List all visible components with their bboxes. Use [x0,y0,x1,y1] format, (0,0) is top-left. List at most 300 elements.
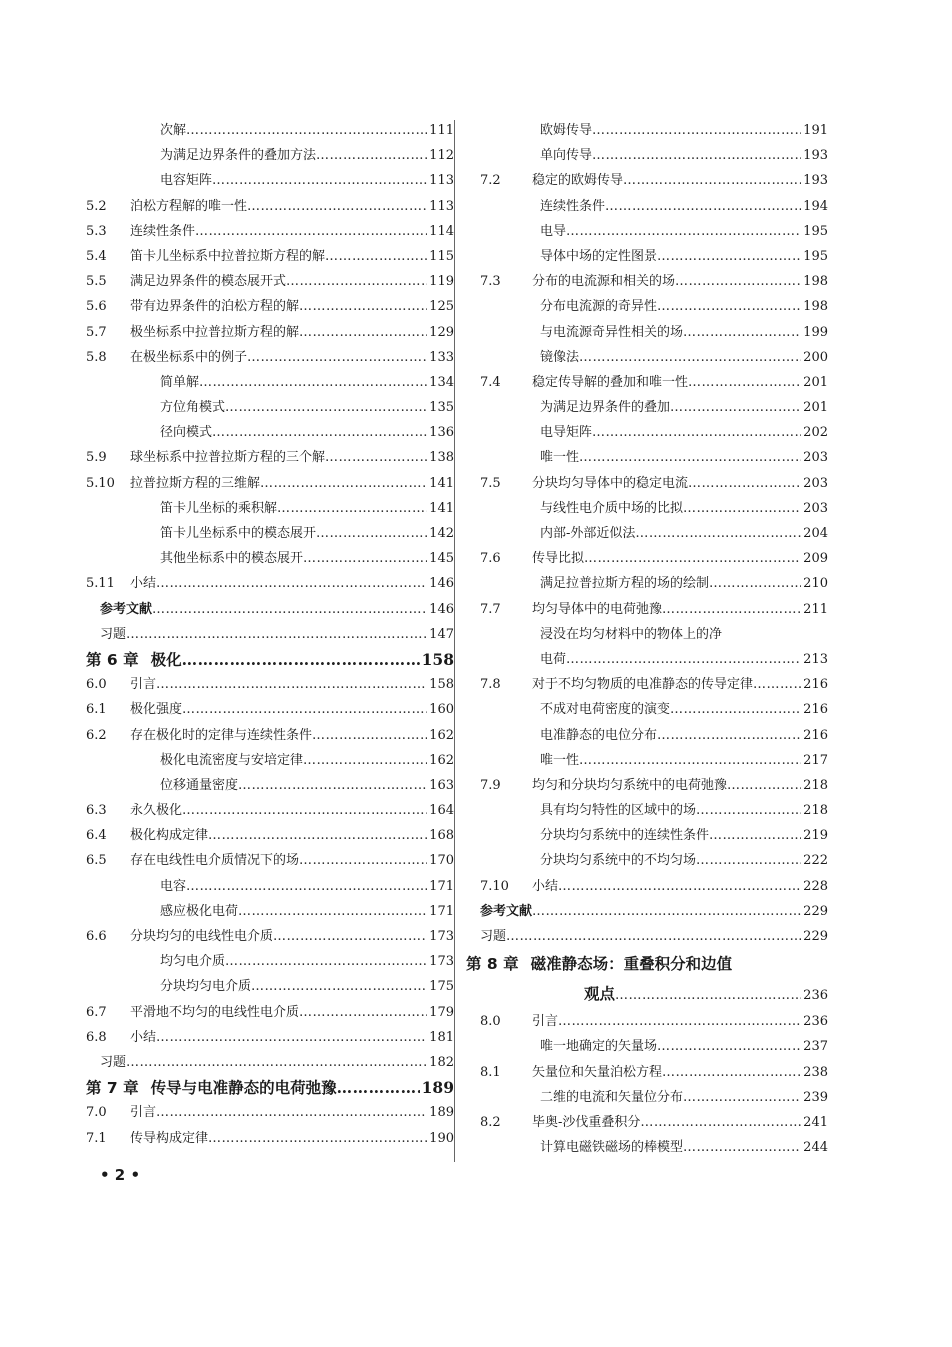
toc-entry [86,1025,454,1050]
column-divider [454,120,455,1162]
toc-entry [86,395,454,420]
toc-page-number: 160 [429,702,454,718]
toc-section-number: 8.1 [480,1064,501,1080]
toc-entry-title: 其他坐标系中的模态展开 [160,551,304,567]
dot-leader [238,773,427,798]
toc-page-number: 182 [429,1054,454,1070]
toc-entry [466,899,828,924]
toc-page-number: 171 [429,878,454,894]
toc-entry-title: 分块均匀导体中的稳定电流 [532,475,689,491]
toc-page-number: 175 [429,979,454,995]
toc-chapter-entry [86,647,454,672]
toc-page-number: 113 [429,198,454,214]
toc-entry [466,597,828,622]
page-number: • 2 • [100,1166,141,1184]
toc-entry [466,294,828,319]
toc-entry [466,1009,828,1034]
toc-entry [466,748,828,773]
toc-page-number: 146 [429,601,454,617]
toc-page-number: 194 [803,198,828,214]
toc-entry [466,194,828,219]
toc-entry [86,571,454,596]
toc-page-number: 217 [803,752,828,768]
toc-entry [86,748,454,773]
dot-leader [640,1110,801,1135]
toc-entry-title: 习题 [100,626,127,642]
toc-entry-title: 极化强度 [130,702,183,718]
toc-page-number: 141 [429,475,454,491]
toc-entry [466,823,828,848]
toc-page-number: 163 [429,777,454,793]
toc-entry [86,546,454,571]
toc-entry [466,672,828,697]
toc-entry-title: 不成对电荷密度的演变 [540,702,671,718]
dot-leader [208,823,427,848]
toc-entry [466,1110,828,1135]
dot-leader [696,798,801,823]
toc-section-number: 5.9 [86,450,107,466]
dot-leader [709,823,801,848]
toc-section-number: 6.0 [86,677,107,693]
toc-page-number: 179 [429,1004,454,1020]
dot-leader [657,244,801,269]
toc-section-number: 第 7 章 [86,1079,139,1098]
toc-section-number: 7.5 [480,475,501,491]
toc-entry-title: 传导与电准静态的电荷弛豫 [150,1078,337,1098]
toc-page-number: 210 [803,576,828,592]
dot-leader [566,219,801,244]
toc-entry-title: 均匀和分块均匀系统中的电荷弛豫 [532,777,728,793]
toc-page-number: 145 [429,551,454,567]
toc-page-number: 202 [803,425,828,441]
toc-entry-title: 电容矩阵 [160,173,213,189]
toc-entry [86,420,454,445]
dot-leader [260,471,427,496]
dot-leader [156,1100,427,1125]
toc-section-number: 5.3 [86,223,107,239]
toc-entry-title: 均匀电介质 [160,954,226,970]
toc-entry [86,798,454,823]
toc-entry [466,420,828,445]
toc-entry [466,1060,828,1085]
toc-section-number: 5.4 [86,248,107,264]
toc-entry-title: 连续性条件 [130,223,196,239]
toc-entry [86,974,454,999]
toc-page-number: 133 [429,349,454,365]
toc-entry [86,168,454,193]
dot-leader [316,143,427,168]
toc-entry [86,697,454,722]
toc-entry-title: 次解 [160,123,187,138]
toc-entry [466,924,828,949]
toc-entry-title: 电容 [160,878,187,894]
toc-page-number: 211 [803,601,828,617]
toc-entry-title: 分块均匀的电线性电介质 [130,929,274,944]
toc-entry [466,798,828,823]
toc-entry-title: 稳定的欧姆传导 [532,173,624,189]
toc-entry [86,848,454,873]
toc-entry [86,194,454,219]
toc-entry-title: 分布电流源的奇异性 [540,299,658,315]
toc-entry [86,723,454,748]
dot-leader [709,571,801,596]
toc-entry [86,345,454,370]
toc-section-number: 7.6 [480,551,501,567]
toc-section-number: 7.4 [480,374,501,390]
dot-leader [623,168,801,193]
dot-leader [558,1009,801,1034]
dot-leader [584,546,801,571]
toc-entry-title: 观点 [584,984,616,1004]
toc-entry [86,143,454,168]
dot-leader [696,848,801,873]
toc-entry-title: 参考文献 [100,601,153,617]
toc-page-number: 173 [429,929,454,944]
toc-page-number: 203 [803,500,828,516]
toc-section-number: 5.7 [86,324,107,340]
toc-page-number: 201 [803,374,828,390]
dot-leader [506,924,801,949]
toc-entry-title: 习题 [480,929,507,944]
toc-entry-title: 与电流源奇异性相关的场 [540,324,684,340]
toc-entry [86,244,454,269]
toc-page-number: 244 [803,1140,828,1156]
toc-entry [86,521,454,546]
toc-entry [466,244,828,269]
toc-entry [466,1034,828,1059]
toc-entry-title: 单向传导 [540,148,593,164]
toc-page-number: 162 [429,752,454,768]
toc-entry-title: 小结 [532,878,559,894]
dot-leader [312,723,427,748]
toc-entry [86,1100,454,1125]
toc-entry [466,723,828,748]
toc-page-number: 216 [803,702,828,718]
toc-entry-title: 毕奥-沙伐重叠积分 [532,1114,641,1130]
toc-entry [466,471,828,496]
toc-entry-title: 平滑地不均匀的电线性电介质 [130,1004,300,1020]
toc-page-number: 228 [803,878,828,894]
dot-leader [325,244,427,269]
toc-entry-title: 引言 [130,677,157,693]
toc-entry-title: 笛卡儿坐标系中拉普拉斯方程的解 [130,248,326,264]
toc-entry [466,395,828,420]
toc-entry-title: 二维的电流和矢量位分布 [540,1089,684,1105]
dot-leader [286,269,427,294]
dot-leader [212,420,427,445]
dot-leader [579,445,801,470]
toc-entry-title: 存在电线性电介质情况下的场 [130,853,300,869]
toc-entry [86,874,454,899]
toc-entry-title: 矢量位和矢量泊松方程 [532,1064,663,1080]
dot-leader [251,974,427,999]
toc-entry [466,647,828,672]
dot-leader [675,269,801,294]
toc-page-number: 164 [429,803,454,819]
toc-entry [86,445,454,470]
toc-entry-title: 导体中场的定性图景 [540,248,658,264]
toc-entry-title: 唯一地确定的矢量场 [540,1039,658,1055]
toc-entry-title: 笛卡儿坐标的乘积解 [160,500,278,516]
toc-entry-title: 带有边界条件的泊松方程的解 [130,299,300,315]
toc-section-number: 7.8 [480,677,501,693]
dot-leader [299,320,427,345]
dot-leader [635,521,801,546]
toc-section-number: 6.4 [86,828,107,844]
toc-entry-title: 电准静态的电位分布 [540,727,658,743]
toc-entry [86,370,454,395]
dot-leader [727,773,801,798]
toc-page-number: 193 [803,173,828,189]
toc-section-number: 第 6 章 [86,650,139,669]
toc-entry-title: 在极坐标系中的例子 [130,349,248,365]
toc-page-number: 181 [429,1029,454,1045]
toc-entry-title: 拉普拉斯方程的三维解 [130,475,261,491]
toc-entry-title: 极坐标系中拉普拉斯方程的解 [130,324,300,340]
toc-entry [466,269,828,294]
toc-entry [86,269,454,294]
toc-entry-title: 对于不均匀物质的电准静态的传导定律 [532,677,754,693]
dot-leader [657,294,801,319]
toc-chapter-entry [86,1075,454,1100]
dot-leader [592,143,801,168]
toc-page-number: 125 [429,299,454,315]
toc-section-number: 5.2 [86,198,107,214]
toc-entry-title: 内部-外部近似法 [540,526,636,541]
toc-entry-title: 参考文献 [480,903,533,919]
toc-section-number: 6.7 [86,1004,107,1020]
toc-section-number: 8.2 [480,1114,501,1130]
toc-entry [86,949,454,974]
dot-leader [126,1050,427,1075]
toc-entry [466,571,828,596]
toc-left-column [86,118,454,1151]
dot-leader [683,320,801,345]
toc-page-number: 201 [803,400,828,416]
dot-leader [670,395,801,420]
dot-leader [273,924,427,949]
toc-entry-title: 镜像法 [540,349,580,365]
toc-page-number: 171 [429,903,454,919]
dot-leader [615,981,801,1009]
toc-page-number: 229 [803,903,828,919]
toc-entry-title: 小结 [130,1029,157,1045]
toc-page-number: 198 [803,274,828,290]
dot-leader [657,723,801,748]
toc-page-number: 138 [429,450,454,466]
toc-section-number: 5.6 [86,299,107,315]
toc-entry-title: 极化 [150,649,182,669]
toc-entry-title: 引言 [532,1014,559,1030]
toc-page-number: 236 [803,988,828,1004]
toc-entry [466,168,828,193]
toc-chapter-entry [466,949,828,979]
toc-entry [86,899,454,924]
toc-entry [466,219,828,244]
toc-entry-title: 极化电流密度与安培定律 [160,752,304,768]
toc-page-number: 216 [803,727,828,743]
toc-section-number: 7.3 [480,274,501,290]
toc-section-number: 5.8 [86,349,107,365]
dot-leader [688,471,801,496]
toc-section-number: 6.8 [86,1029,107,1045]
dot-leader [199,370,427,395]
toc-entry-title: 为满足边界条件的叠加 [540,400,671,416]
toc-entry-title: 电荷 [540,651,567,667]
toc-page-number: 141 [429,500,454,516]
toc-entry-title: 感应极化电荷 [160,903,239,919]
toc-entry [86,1000,454,1025]
toc-section-number: 第 8 章 [466,955,519,974]
toc-entry [466,546,828,571]
toc-entry-title: 唯一性 [540,752,580,768]
toc-entry [466,848,828,873]
toc-entry-title: 磁准静态场：重叠积分和边值 [530,954,733,974]
toc-page-number: 135 [429,400,454,416]
dot-leader [299,848,427,873]
dot-leader [662,1060,801,1085]
toc-entry [86,320,454,345]
toc-entry-title: 球坐标系中拉普拉斯方程的三个解 [130,450,326,466]
dot-leader [683,1135,801,1160]
toc-page-number: 134 [429,374,454,390]
toc-page-number: 203 [803,475,828,491]
toc-entry-title: 满足边界条件的模态展开式 [130,274,287,290]
dot-leader [182,798,427,823]
dot-leader [126,622,427,647]
toc-entry [86,496,454,521]
toc-entry-title: 方位角模式 [160,400,226,416]
toc-section-number: 7.0 [86,1105,107,1121]
toc-entry [466,773,828,798]
toc-entry-title: 电导矩阵 [540,425,593,441]
toc-page-number: 190 [429,1130,454,1146]
toc-entry [86,219,454,244]
toc-page-number: 147 [429,626,454,642]
toc-entry [86,118,454,143]
dot-leader [299,1000,427,1025]
dot-leader [683,496,801,521]
toc-page-number: 191 [803,123,828,138]
dot-leader [605,194,801,219]
toc-entry-title: 分块均匀系统中的连续性条件 [540,828,710,844]
toc-entry-title: 传导比拟 [532,551,585,567]
toc-entry [466,445,828,470]
toc-entry [466,320,828,345]
toc-entry-title: 为满足边界条件的叠加方法 [160,148,317,164]
dot-leader [208,1126,427,1151]
dot-leader [225,395,427,420]
toc-section-number: 7.10 [480,878,509,894]
toc-entry-title: 小结 [130,576,157,592]
toc-page-number: 142 [429,526,454,541]
toc-entry-title: 满足拉普拉斯方程的场的绘制 [540,576,710,592]
toc-page-number: 146 [429,576,454,592]
toc-page-number: 113 [429,173,454,189]
dot-leader [325,445,427,470]
toc-section-number: 7.1 [86,1130,107,1146]
toc-entry-title: 分块均匀电介质 [160,979,252,995]
toc-page-number: 136 [429,425,454,441]
toc-entry-title: 笛卡儿坐标系中的模态展开 [160,526,317,541]
dot-leader [195,219,427,244]
toc-page-number: 168 [429,828,454,844]
dot-leader [657,1034,801,1059]
toc-entry-title: 具有均匀特性的区域中的场 [540,803,697,819]
toc-entry-title: 习题 [100,1054,127,1070]
dot-leader [182,697,427,722]
dot-leader [532,899,801,924]
toc-entry-title: 径向模式 [160,425,213,441]
toc-page-number: 229 [803,929,828,944]
dot-leader [156,672,427,697]
toc-section-number: 6.6 [86,929,107,944]
toc-entry [86,294,454,319]
toc-entry-title: 计算电磁铁磁场的棒模型 [540,1140,684,1156]
toc-page-number: 213 [803,651,828,667]
toc-entry [466,622,828,647]
toc-page-number: 218 [803,803,828,819]
toc-page-number: 209 [803,551,828,567]
toc-entry-title: 稳定传导解的叠加和唯一性 [532,374,689,390]
dot-leader [303,546,427,571]
toc-page-number: 111 [429,123,454,138]
toc-page-number: 173 [429,954,454,970]
toc-page-number: 219 [803,828,828,844]
toc-entry [86,1050,454,1075]
toc-page-number: 114 [429,223,454,239]
dot-leader [212,168,427,193]
toc-page-number: 222 [803,853,828,869]
toc-page-number: 239 [803,1089,828,1105]
toc-entry [466,118,828,143]
toc-entry-title: 连续性条件 [540,198,606,214]
toc-page-number: 189 [429,1105,454,1121]
toc-section-number: 5.10 [86,475,115,491]
toc-page-number: 170 [429,853,454,869]
toc-entry-title: 简单解 [160,374,200,390]
toc-entry-title: 存在极化时的定律与连续性条件 [130,727,313,743]
toc-entry-title: 极化构成定律 [130,828,209,844]
dot-leader [156,571,427,596]
toc-page-number: 162 [429,727,454,743]
dot-leader [156,1025,427,1050]
toc-page-number: 200 [803,349,828,365]
toc-entry-title: 传导构成定律 [130,1130,209,1146]
toc-page-number: 193 [803,148,828,164]
toc-page-number: 195 [803,223,828,239]
toc-entry [466,345,828,370]
toc-section-number: 6.5 [86,853,107,869]
dot-leader [238,899,427,924]
toc-entry-title: 分块均匀系统中的不均匀场 [540,853,697,869]
toc-entry-title: 唯一性 [540,450,580,466]
toc-page-number: 216 [803,677,828,693]
dot-leader [566,647,801,672]
toc-section-number: 7.2 [480,173,501,189]
toc-page-number: 195 [803,248,828,264]
toc-entry-title: 位移通量密度 [160,777,239,793]
dot-leader [303,748,427,773]
dot-leader [152,597,427,622]
toc-entry [86,1126,454,1151]
toc-entry-title: 永久极化 [130,803,183,819]
dot-leader [186,118,427,143]
toc-section-number: 7.7 [480,601,501,617]
toc-page-number: 158 [429,677,454,693]
toc-section-number: 6.1 [86,702,107,718]
toc-entry [86,597,454,622]
